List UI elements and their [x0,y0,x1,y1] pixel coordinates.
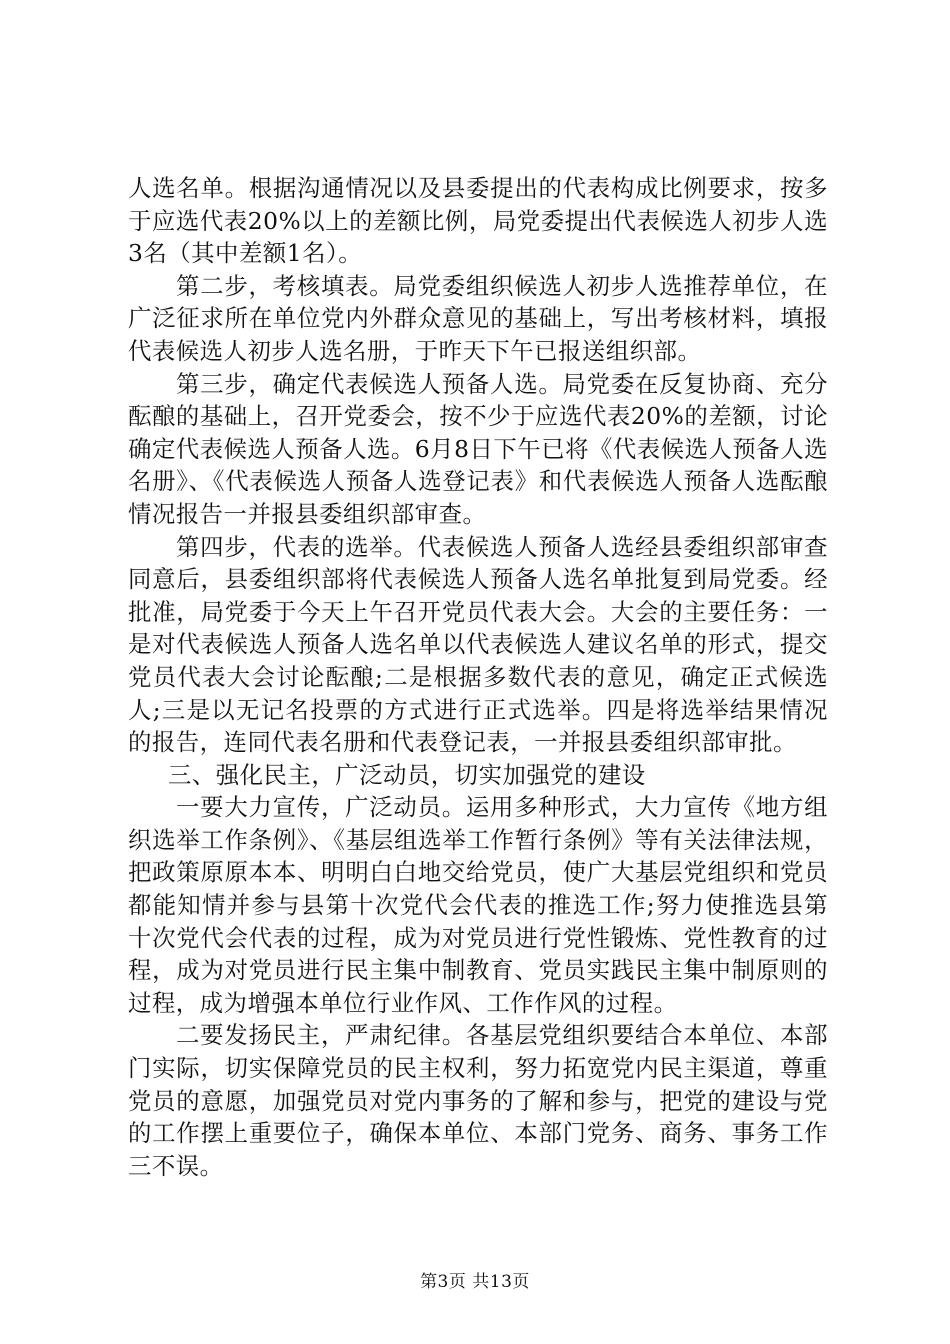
document-body [128,172,828,1182]
paragraph-democracy: 二要发扬民主，严肃纪律。各基层党组织要结合本单位、本部门实际，切实保障党员的民主权利，努力拓宽党内民主渠道，尊重党员的意愿，加强党员对党内事务的了解和参与，把党的建设与党的工作摆上重要位子，确保本单位、本部门党务、商务、事务工作三不误。 [128,1021,828,1180]
page-number-footer: 第3页 共13页 [420,1272,530,1292]
paragraph-continuation: 人选名单。根据沟通情况以及县委提出的代表构成比例要求，按多于应选代表20%以上的差额比例，局党委提出代表候选人初步人选3名（其中差额1名）。 [128,174,828,268]
section-heading: 三、强化民主，广泛动员，切实加强党的建设 [168,760,646,789]
paragraph-step-four: 第四步，代表的选举。代表候选人预备人选经县委组织部审查同意后，县委组织部将代表候选人预备人选名单批复到局党委。经批准，局党委于今天上午召开党员代表大会。大会的主要任务：一是对代表候选人预备人选名单以代表候选人建议名单的形式，提交党员代表大会讨论酝酿;二是根据多数代表的意见，确定正式候选人;三是以无记名投票的方式进行正式选举。四是将选举结果情况的报告，连同代表名册和代表登记表，一并报县委组织部审批。 [128,532,828,757]
paragraph-step-three: 第三步，确定代表候选人预备人选。局党委在反复协商、充分酝酿的基础上，召开党委会，按不少于应选代表20%的差额，讨论确定代表候选人预备人选。6月8日下午已将《代表候选人预备人选名册》、《代表候选人预备人选登记表》和代表候选人预备人选酝酿情况报告一并报县委组织部审查。 [128,369,828,528]
paragraph-step-two: 第二步，考核填表。局党委组织候选人初步人选推荐单位，在广泛征求所在单位党内外群众意见的基础上，写出考核材料，填报代表候选人初步人选名册，于昨天下午已报送组织部。 [128,271,828,365]
paragraph-publicity: 一要大力宣传，广泛动员。运用多种形式，大力宣传《地方组织选举工作条例》、《基层组选举工作暂行条例》等有关法律法规，把政策原原本本、明明白白地交给党员，使广大基层党组织和党员都能知情并参与县第十次党代会代表的推选工作;努力使推选县第十次党代会代表的过程，成为对党员进行党性锻炼、党性教育的过程，成为对党员进行民主集中制教育、党员实践民主集中制原则的过程，成为增强本单位行业作风、工作作风的过程。 [128,793,828,1017]
